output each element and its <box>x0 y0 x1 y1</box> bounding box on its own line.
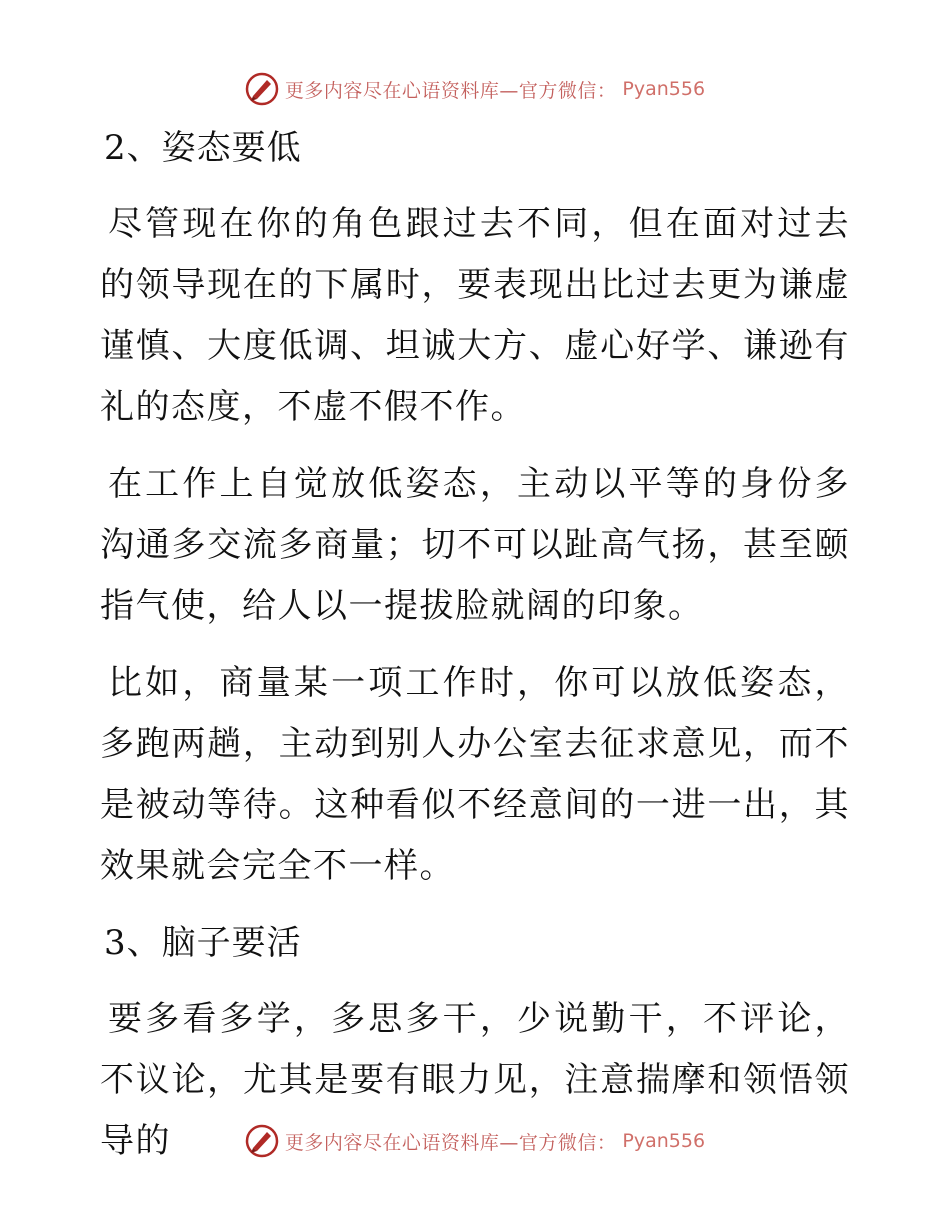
watermark-handle: Pyan556 <box>622 78 706 100</box>
watermark-text: 更多内容尽在心语资料库—官方微信： <box>284 79 617 102</box>
section-heading: 3、脑子要活 <box>104 923 302 963</box>
watermark-handle: Pyan556 <box>622 1130 706 1152</box>
paragraph: 要多看多学，多思多干，少说勤干，不评论，不议论，尤其是要有眼力见，注意揣摩和领悟领导的 <box>100 999 850 1161</box>
footer-watermark <box>0 1124 950 1158</box>
pen-logo-icon <box>245 1124 279 1158</box>
pen-logo-icon <box>245 72 279 106</box>
paragraph: 尽管现在你的角色跟过去不同，但在面对过去的领导现在的下属时，要表现出比过去更为谦虚谨慎、大度低调、坦诚大方、虚心好学、谦逊有礼的态度，不虚不假不作。 <box>100 204 850 427</box>
watermark-text: 更多内容尽在心语资料库—官方微信： <box>284 1131 617 1154</box>
section-heading: 2、姿态要低 <box>104 128 302 168</box>
paragraph: 在工作上自觉放低姿态，主动以平等的身份多沟通多交流多商量；切不可以趾高气扬，甚至颐指气使，给人以一提拔脸就阔的印象。 <box>100 464 850 626</box>
header-watermark <box>0 72 950 106</box>
document-body <box>100 118 850 1188</box>
paragraph: 比如，商量某一项工作时，你可以放低姿态，多跑两趟，主动到别人办公室去征求意见，而不是被动等待。这种看似不经意间的一进一出，其效果就会完全不一样。 <box>100 663 850 886</box>
